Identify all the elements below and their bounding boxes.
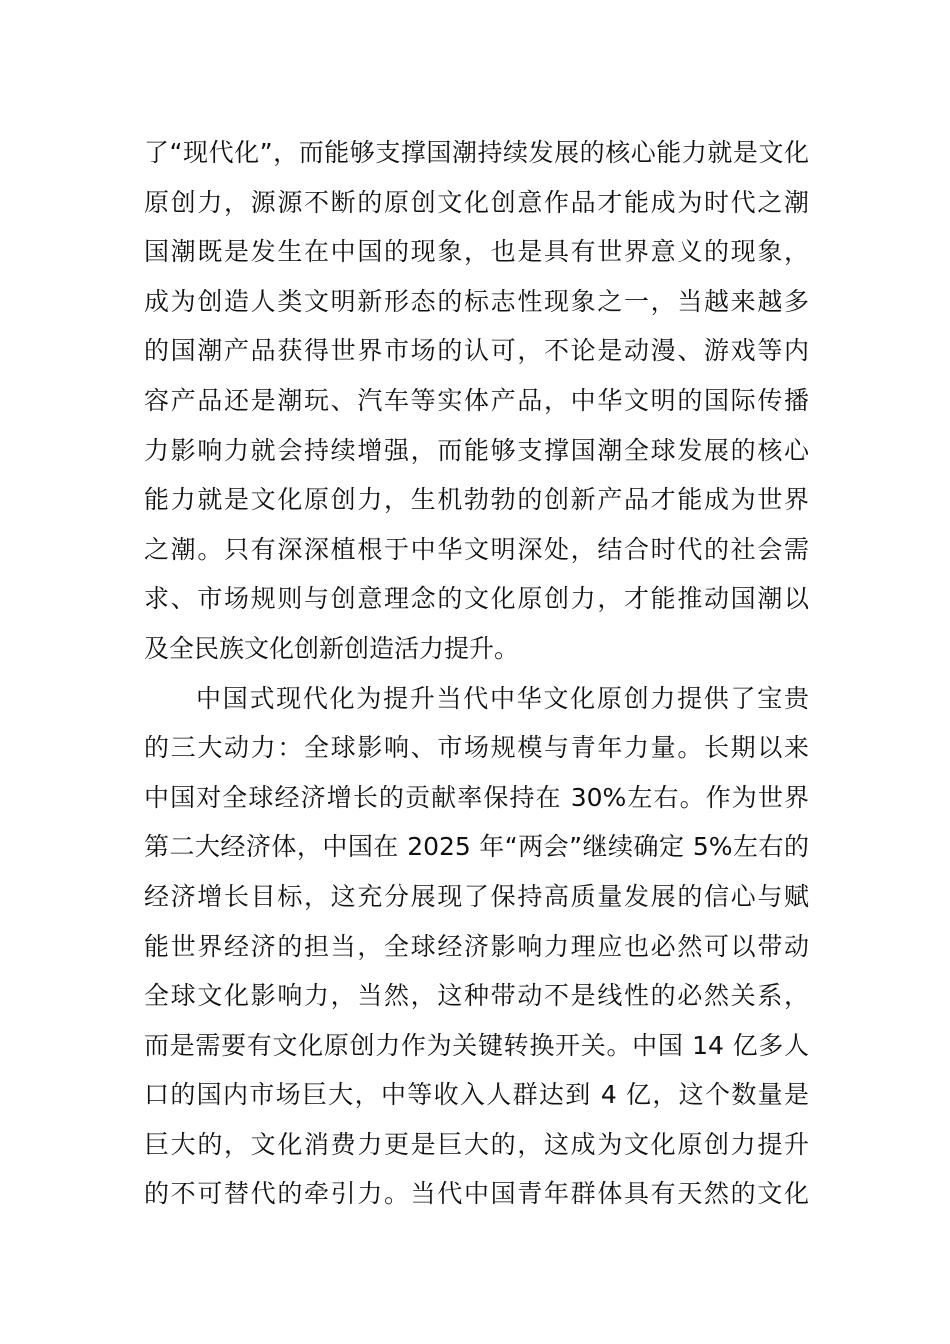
text-line: 中国式现代化为提升当代中华文化原创力提供了宝贵 [196,683,809,713]
text-line: 全球文化影响力，当然，这种带动不是线性的必然关系， [144,981,809,1011]
text-line: 而是需要有文化原创力作为关键转换开关。中国 14 亿多人 [144,1030,809,1060]
text-line: 能世界经济的担当，全球经济影响力理应也必然可以带动 [144,931,809,961]
text-line: 经济增长目标，这充分展现了保持高质量发展的信心与赋 [144,881,809,911]
text-line: 容产品还是潮玩、汽车等实体产品，中华文明的国际传播 [144,385,809,415]
text-line: 第二大经济体，中国在 2025 年“两会”继续确定 5%左右的 [144,832,809,862]
text-line: 之潮。只有深深植根于中华文明深处，结合时代的社会需 [144,534,809,564]
text-line: 的国潮产品获得世界市场的认可，不论是动漫、游戏等内 [144,336,809,366]
text-line: 口的国内市场巨大，中等收入人群达到 4 亿，这个数量是 [144,1080,809,1110]
text-line: 的不可替代的牵引力。当代中国青年群体具有天然的文化 [144,1179,809,1209]
paragraph-1 [144,128,809,674]
text-line: 了“现代化”，而能够支撑国潮持续发展的核心能力就是文化 [144,138,809,167]
text-line: 巨大的，文化消费力更是巨大的，这成为文化原创力提升 [144,1129,809,1159]
text-line: 能力就是文化原创力，生机勃勃的创新产品才能成为世界 [144,485,809,515]
text-line: 力影响力就会持续增强，而能够支撑国潮全球发展的核心 [144,435,809,465]
text-line: 的三大动力：全球影响、市场规模与青年力量。长期以来 [144,733,809,763]
text-line: 原创力，源源不断的原创文化创意作品才能成为时代之潮 [144,187,809,217]
body-text [144,128,809,1219]
paragraph-2 [144,674,809,1220]
text-line: 成为创造人类文明新形态的标志性现象之一，当越来越多 [144,286,809,316]
text-line: 中国对全球经济增长的贡献率保持在 30%左右。作为世界 [144,782,809,812]
text-line: 求、市场规则与创意理念的文化原创力，才能推动国潮以 [144,584,809,614]
text-line: 国潮既是发生在中国的现象，也是具有世界意义的现象， [144,237,809,267]
text-line: 及全民族文化创新创造活力提升。 [144,633,520,663]
